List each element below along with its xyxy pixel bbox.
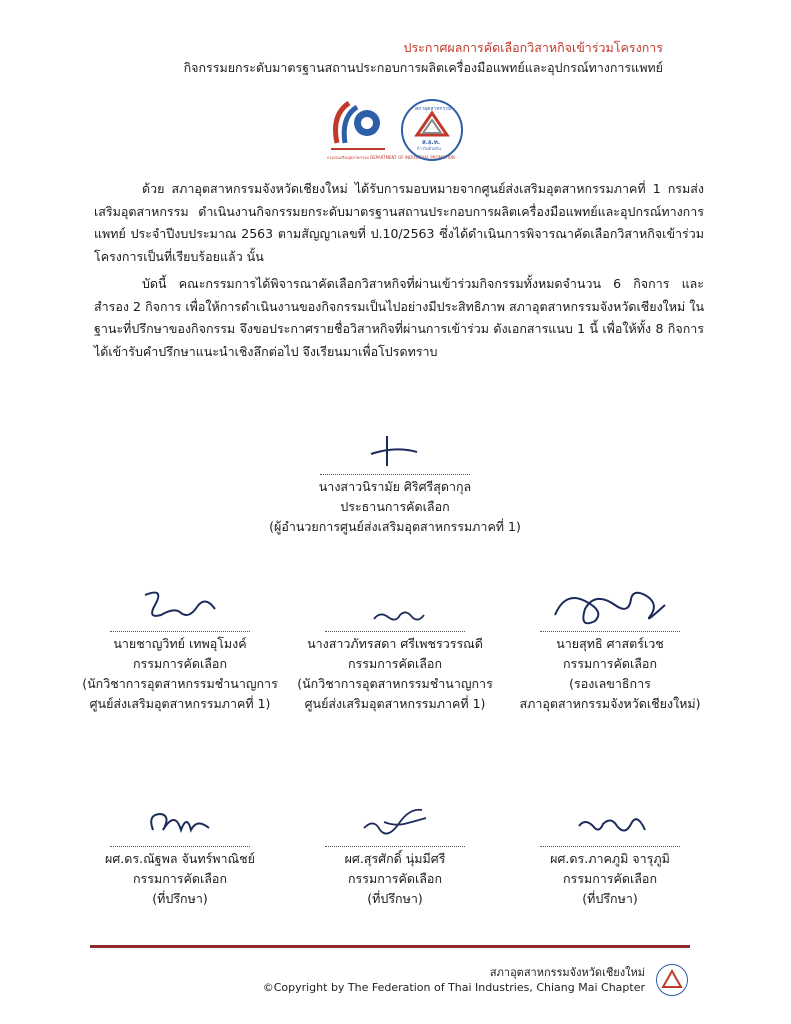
signature-mark-2 [340, 585, 450, 629]
advisor-signature-mark-2 [340, 800, 450, 844]
advisor-signature-line-3 [540, 844, 680, 847]
dip-logo-text: กรมส่งเสริมอุตสาหกรรม DEPARTMENT OF INDUSTRIAL PROMOTION [327, 155, 456, 160]
committee-note-3b: สภาอุตสาหกรรมจังหวัดเชียงใหม่) [519, 696, 701, 711]
committee-note-1a: (นักวิชาการอุตสาหกรรมชำนาญการ [82, 676, 278, 691]
committee-name-3: นายสุทธิ ศาสตร์เวช [556, 636, 664, 651]
announcement-body [94, 178, 704, 368]
advisor-role-3: กรรมการคัดเลือก [562, 871, 658, 886]
advisor-name-1: ผศ.ดร.ณัฐพล จันทร์พาณิชย์ [105, 851, 255, 866]
chair-signature-mark [365, 432, 425, 472]
advisor-signature-block-1 [65, 800, 295, 909]
advisor-note-3: (ที่ปรึกษา) [582, 891, 638, 906]
chair-note: (ผู้อำนวยการศูนย์ส่งเสริมอุตสาหกรรมภาคที่ 1) [269, 519, 521, 534]
signature-line-1 [110, 629, 250, 632]
advisor-note-1: (ที่ปรึกษา) [152, 891, 208, 906]
committee-name-1: นายชาญวิทย์ เทพอุโมงค์ [113, 636, 247, 651]
chair-signature-block [245, 432, 545, 537]
committee-signature-block-3 [495, 585, 725, 714]
footer-fti-logo [656, 964, 688, 996]
activity-subtitle: กิจกรรมยกระดับมาตรฐานสถานประกอบการผลิตเครื่องมือแพทย์และอุปกรณ์ทางการแพทย์ [183, 60, 663, 75]
signature-mark-3 [535, 585, 685, 629]
committee-role-1: กรรมการคัดเลือก [132, 656, 228, 671]
committee-note-1b: ศูนย์ส่งเสริมอุตสาหกรรมภาคที่ 1) [89, 696, 271, 711]
committee-note-2b: ศูนย์ส่งเสริมอุตสาหกรรมภาคที่ 1) [304, 696, 486, 711]
signature-line-2 [325, 629, 465, 632]
advisor-signature-mark-1 [125, 800, 235, 844]
signature-line-3 [540, 629, 680, 632]
announcement-title: ประกาศผลการคัดเลือกวิสาหกิจเข้าร่วมโครงการ [403, 40, 663, 55]
advisor-signature-line-1 [110, 844, 250, 847]
logo-group [327, 95, 467, 170]
chair-signature-line [320, 472, 470, 475]
signature-mark-1 [125, 585, 235, 629]
paragraph-result: บัดนี้ คณะกรรมการได้พิจารณาคัดเลือกวิสาหกิจที่ผ่านเข้าร่วมกิจกรรมทั้งหมดจำนวน 6 กิจการ และสำรอง 2 กิจการ เพื่อให้การดำเนินงานของกิจกรรมเป็นไปอย่างมีประสิทธิภาพ สภาอุตสาหกรรมจังหวัดเชียงใหม่ ในฐานะที่ปรึกษาของกิจกรรม จึงขอประกาศรายชื่อวิสาหกิจที่ผ่านการเข้าร่วม ดังเอกสารแนบ 1 นี้ เพื่อให้ทั้ง 8 กิจการได้เข้ารับคำปรึกษาแนะนำเชิงลึกต่อไป จึงเรียนมาเพื่อโปรดทราบ [94, 276, 704, 359]
fti-logo-top-text: สภาอุตสาหกรรม [415, 106, 452, 112]
footer-divider [90, 945, 690, 948]
chair-name: นางสาวนิรามัย ศิริศรีสุดากุล [318, 479, 472, 494]
advisor-signature-mark-3 [555, 800, 665, 844]
committee-role-3: กรรมการคัดเลือก [562, 656, 658, 671]
committee-signature-block-2 [280, 585, 510, 714]
paragraph-intro: ด้วย สภาอุตสาหกรรมจังหวัดเชียงใหม่ ได้รับการมอบหมายจากศูนย์ส่งเสริมอุตสาหกรรมภาคที่ 1 กรมส่งเสริมอุตสาหกรรม ดำเนินงานกิจกรรมยกระดับมาตรฐานสถานประกอบการผลิตเครื่องมือแพทย์และอุปกรณ์ทางการแพทย์ ประจำปีงบประมาณ 2563 ตามสัญญาเลขที่ ป.10/2563 ซึ่งได้ดำเนินการพิจารณาคัดเลือกวิสาหกิจเข้าร่วมโครงการเป็นที่เรียบร้อยแล้ว นั้น [94, 181, 704, 264]
advisor-name-3: ผศ.ดร.ภาคภูมิ จารุภูมิ [550, 851, 670, 866]
committee-signature-block-1 [65, 585, 295, 714]
footer-copyright: ©Copyright by The Federation of Thai Industries, Chiang Mai Chapter [262, 981, 645, 994]
advisor-signature-block-3 [495, 800, 725, 909]
chair-role: ประธานการคัดเลือก [340, 499, 450, 514]
footer-triangle-icon [657, 965, 687, 995]
footer-organization: สภาอุตสาหกรรมจังหวัดเชียงใหม่ [489, 966, 645, 979]
fti-logo-abbr: ส.อ.ท. [422, 139, 441, 146]
committee-note-2a: (นักวิชาการอุตสาหกรรมชำนาญการ [297, 676, 493, 691]
committee-name-2: นางสาวภัทรสดา ศรีเพชรวรรณดี [307, 636, 483, 651]
fti-logo-bottom-text: ก้าวไปด้วยกัน [417, 146, 441, 151]
advisor-role-2: กรรมการคัดเลือก [347, 871, 443, 886]
advisor-role-1: กรรมการคัดเลือก [132, 871, 228, 886]
dip-emblem-icon [327, 95, 389, 155]
committee-note-3a: (รองเลขาธิการ [569, 676, 651, 691]
advisor-note-2: (ที่ปรึกษา) [367, 891, 423, 906]
advisor-signature-block-2 [280, 800, 510, 909]
advisor-name-2: ผศ.สุรศักดิ์ นุ่มมีศรี [344, 851, 446, 866]
fti-triangle-icon [415, 111, 449, 137]
committee-role-2: กรรมการคัดเลือก [347, 656, 443, 671]
advisor-signature-line-2 [325, 844, 465, 847]
fti-logo [401, 95, 467, 161]
